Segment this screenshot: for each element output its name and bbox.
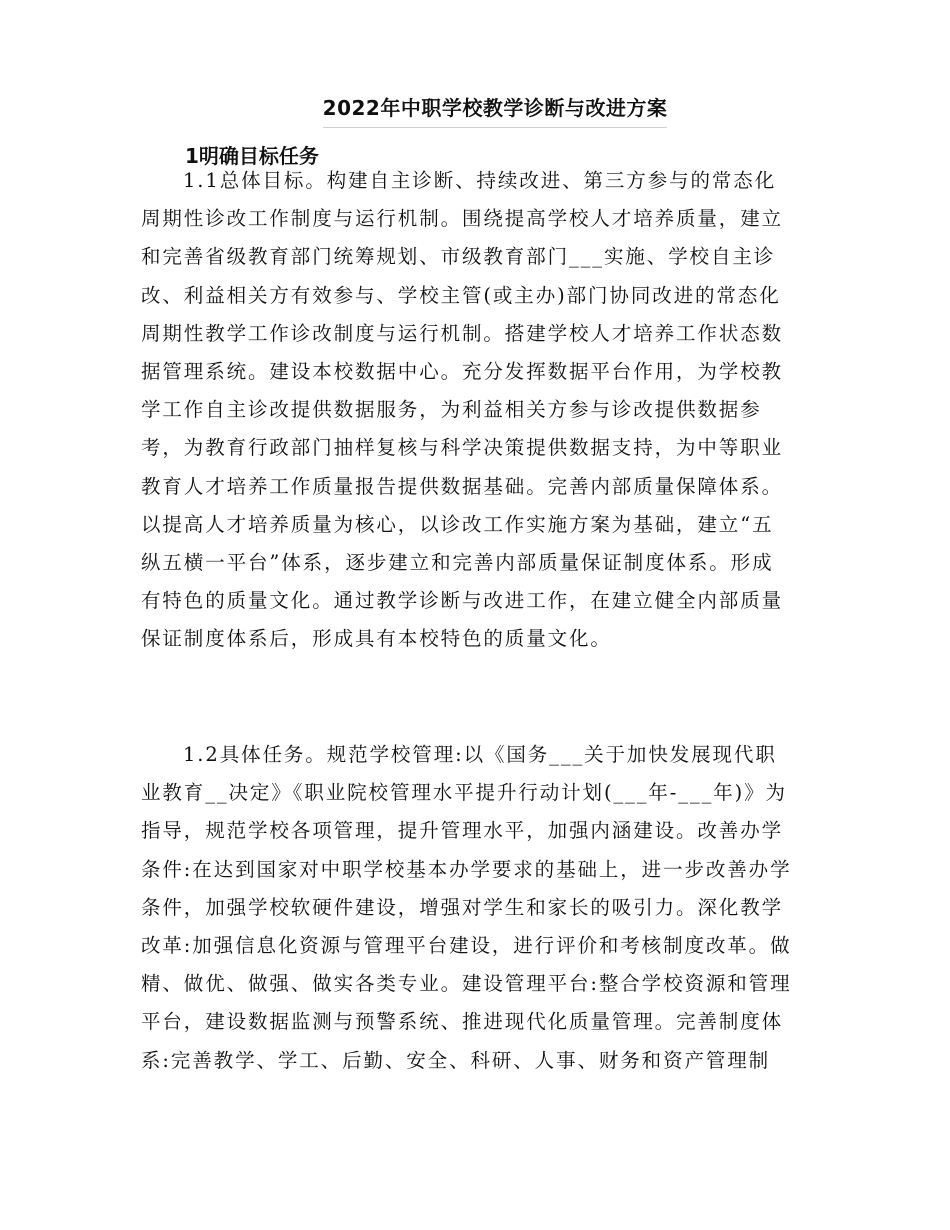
paragraph-line: 有特色的质量文化。通过教学诊断与改进工作，在建立健全内部质量 [141, 589, 784, 613]
paragraph-line: 教育人才培养工作质量报告提供数据基础。完善内部质量保障体系。 [141, 474, 784, 498]
paragraph-line: 周期性诊改工作制度与运行机制。围绕提高学校人才培养质量，建立 [141, 207, 784, 231]
paragraph-line: 考，为教育行政部门抽样复核与科学决策提供数据支持，为中等职业 [141, 436, 784, 460]
paragraph-line: 和完善省级教育部门统筹规划、市级教育部门___实施、学校自主诊 [141, 245, 776, 269]
paragraph-line: 条件:在达到国家对中职学校基本办学要求的基础上，进一步改善办学 [141, 857, 792, 881]
paragraph-line: 业教育__决定》《职业院校管理水平提升行动计划(___年-___年)》为 [141, 781, 787, 805]
paragraph-line: 保证制度体系后，形成具有本校特色的质量文化。 [141, 627, 612, 651]
paragraph-overall-goal [141, 162, 809, 659]
paragraph-line: 平台，建设数据监测与预警系统、推进现代化质量管理。完善制度体 [141, 1010, 784, 1034]
paragraph-line: 周期性教学工作诊改制度与运行机制。搭建学校人才培养工作状态数 [141, 321, 784, 345]
paragraph-line: 以提高人才培养质量为核心，以诊改工作实施方案为基础，建立“五 [141, 512, 774, 536]
paragraph-line: 精、做优、做强、做实各类专业。建设管理平台:整合学校资源和管理 [141, 972, 792, 996]
paragraph-line: 指导，规范学校各项管理，提升管理水平，加强内涵建设。改善办学 [141, 819, 784, 843]
paragraph-line: 条件，加强学校软硬件建设，增强对学生和家长的吸引力。深化教学 [141, 895, 784, 919]
paragraph-line: 学工作自主诊改提供数据服务，为利益相关方参与诊改提供数据参 [141, 398, 762, 422]
title-container [0, 92, 950, 128]
paragraph-line: 改、利益相关方有效参与、学校主管(或主办)部门协同改进的常态化 [141, 283, 781, 307]
paragraph-line: 1.1总体目标。构建自主诊断、持续改进、第三方参与的常态化 [183, 169, 777, 192]
section-heading: 1明确目标任务 [185, 144, 319, 168]
paragraph-line: 据管理系统。建设本校数据中心。充分发挥数据平台作用，为学校教 [141, 360, 784, 384]
paragraph-specific-tasks [141, 736, 809, 1080]
paragraph-line: 系:完善教学、学工、后勤、安全、科研、人事、财务和资产管理制 [141, 1048, 771, 1072]
document-title: 2022年中职学校教学诊断与改进方案 [323, 92, 668, 128]
paragraph-line: 1.2具体任务。规范学校管理:以《国务___关于加快发展现代职 [183, 743, 777, 766]
paragraph-line: 纵五横一平台”体系，逐步建立和完善内部质量保证制度体系。形成 [141, 551, 774, 575]
paragraph-line: 改革:加强信息化资源与管理平台建设，进行评价和考核制度改革。做 [141, 934, 792, 958]
